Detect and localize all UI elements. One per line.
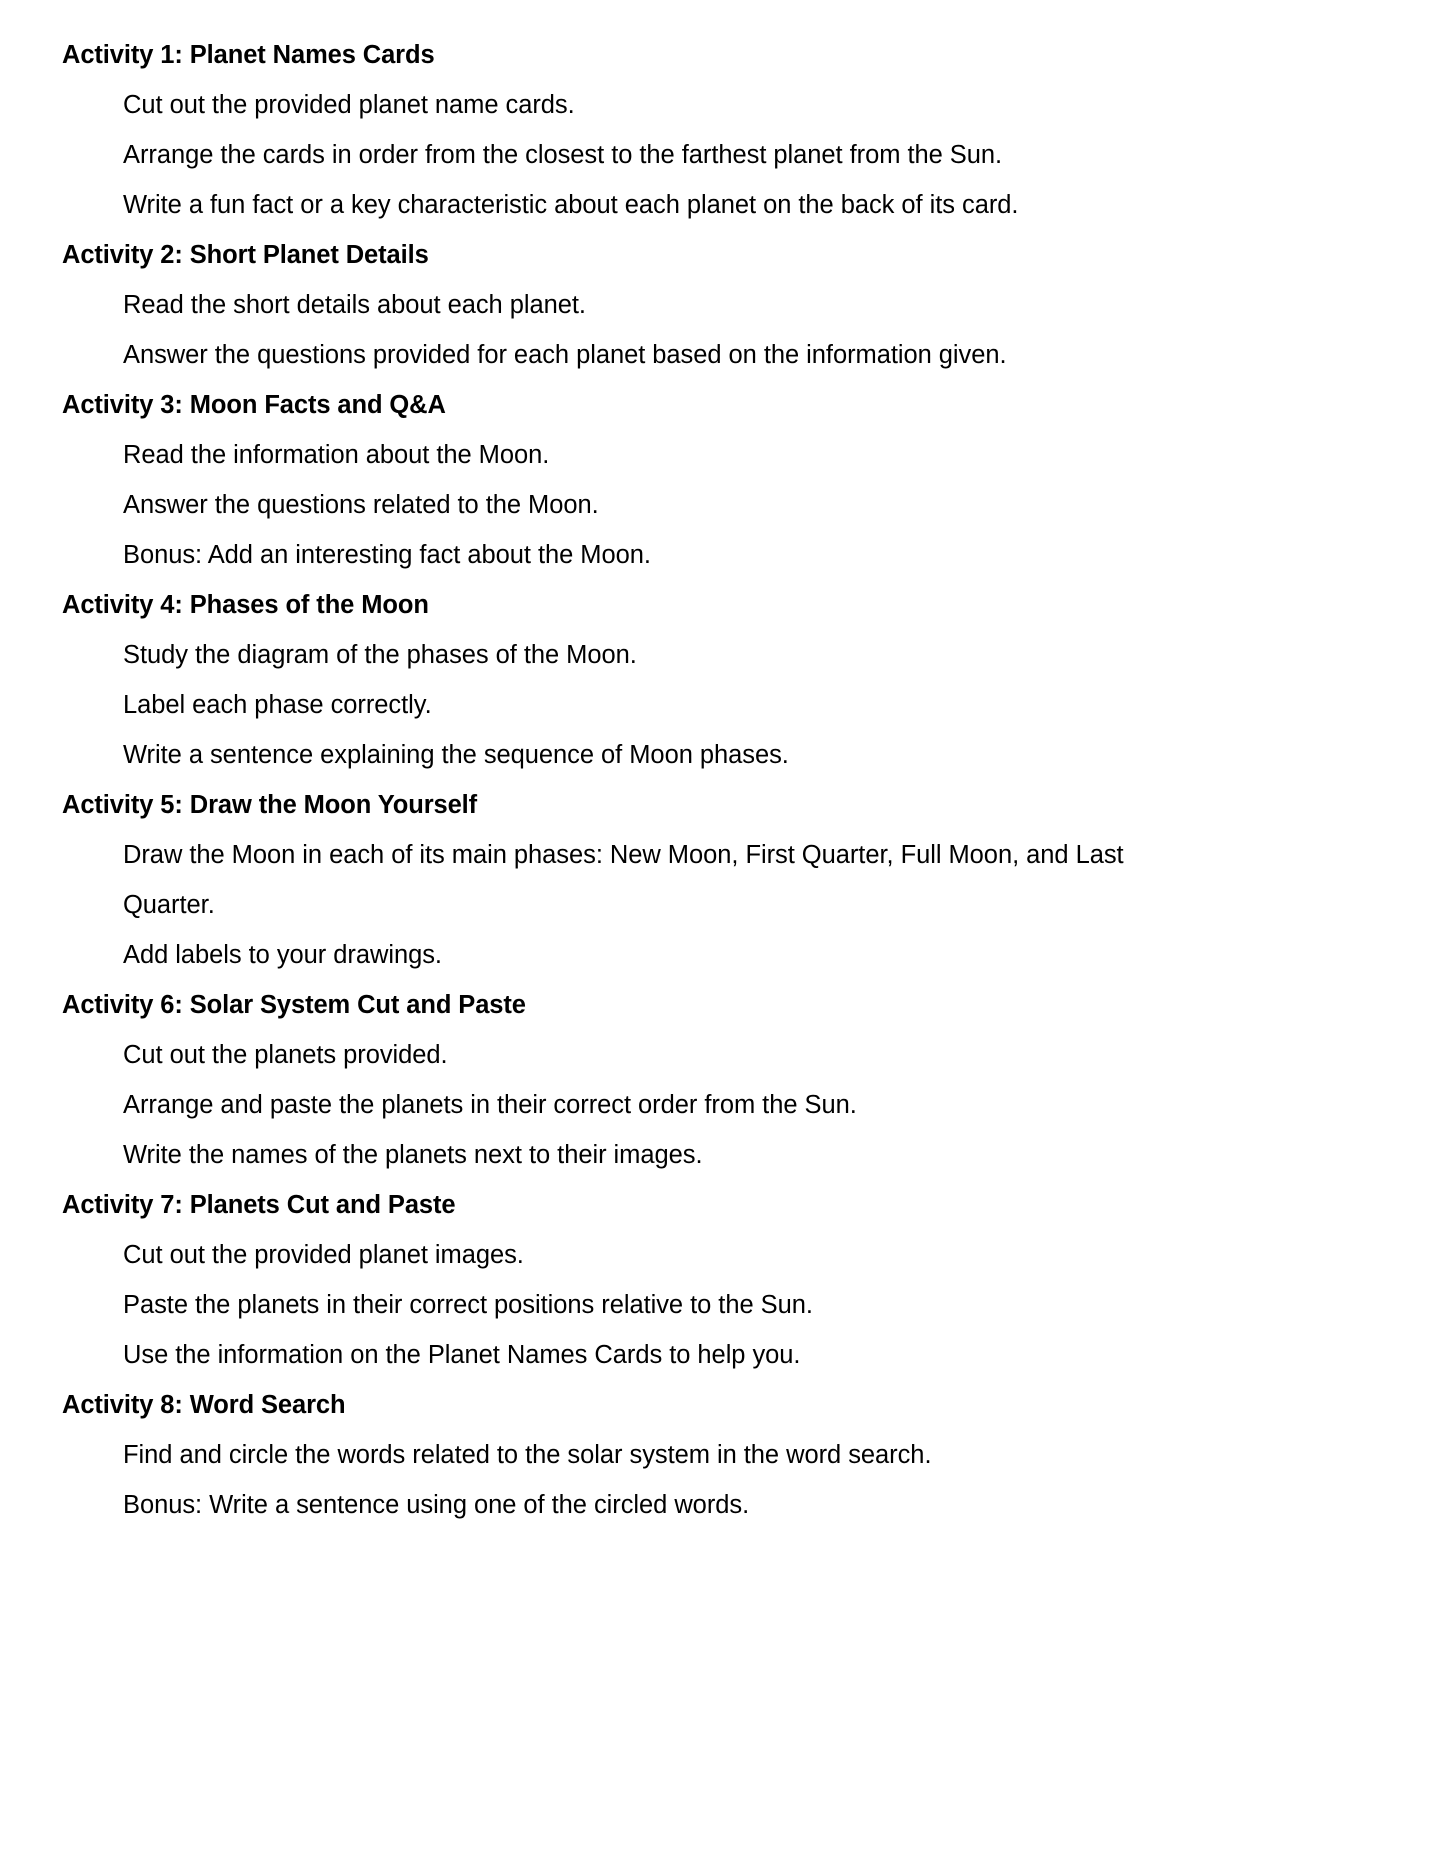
activity-step-list [62,630,1383,780]
activity-heading: Activity 3: Moon Facts and Q&A [62,391,446,419]
activity-section [62,580,1383,780]
activity-step: Paste the planets in their correct positions relative to the Sun. [123,1291,813,1319]
activity-step: Read the short details about each planet. [123,291,586,319]
activity-heading: Activity 6: Solar System Cut and Paste [62,991,526,1019]
activity-step-list [62,1430,1383,1530]
activity-step: Write the names of the planets next to their images. [123,1141,703,1169]
activity-step: Bonus: Write a sentence using one of the circled words. [123,1491,750,1519]
activity-list [62,30,1383,1530]
activity-step: Draw the Moon in each of its main phases: New Moon, First Quarter, Full Moon, and Last Quarter. [123,841,1124,919]
activity-step: Answer the questions related to the Moon. [123,491,599,519]
activity-step-list [62,280,1383,380]
activity-step: Add labels to your drawings. [123,941,442,969]
activity-heading: Activity 2: Short Planet Details [62,241,429,269]
activity-step: Write a sentence explaining the sequence of Moon phases. [123,741,789,769]
activity-step: Read the information about the Moon. [123,441,550,469]
activity-step: Answer the questions provided for each planet based on the information given. [123,341,1007,369]
activity-step: Cut out the provided planet images. [123,1241,524,1269]
activity-heading: Activity 8: Word Search [62,1391,346,1419]
activity-step-list [62,80,1383,230]
activity-step: Cut out the provided planet name cards. [123,91,575,119]
activity-heading: Activity 7: Planets Cut and Paste [62,1191,456,1219]
activity-heading: Activity 5: Draw the Moon Yourself [62,791,478,819]
activity-section [62,780,1383,980]
activity-step: Arrange the cards in order from the closest to the farthest planet from the Sun. [123,141,1003,169]
activity-step: Study the diagram of the phases of the Moon. [123,641,637,669]
activity-step: Find and circle the words related to the solar system in the word search. [123,1441,932,1469]
activity-section [62,380,1383,580]
activity-step: Cut out the planets provided. [123,1041,448,1069]
activity-step: Label each phase correctly. [123,691,432,719]
activity-heading: Activity 4: Phases of the Moon [62,591,429,619]
activity-section [62,30,1383,230]
activity-step: Write a fun fact or a key characteristic about each planet on the back of its card. [123,191,1019,219]
activity-step: Bonus: Add an interesting fact about the Moon. [123,541,651,569]
activity-section [62,230,1383,380]
activity-step-list [62,1030,1383,1180]
activity-step-list [62,430,1383,580]
activity-step: Arrange and paste the planets in their correct order from the Sun. [123,1091,857,1119]
activity-heading: Activity 1: Planet Names Cards [62,41,435,69]
activity-section [62,980,1383,1180]
activity-step: Use the information on the Planet Names Cards to help you. [123,1341,801,1369]
activity-section [62,1180,1383,1380]
activity-step-list [62,1230,1383,1380]
activity-section [62,1380,1383,1530]
activity-step-list [62,830,1383,980]
